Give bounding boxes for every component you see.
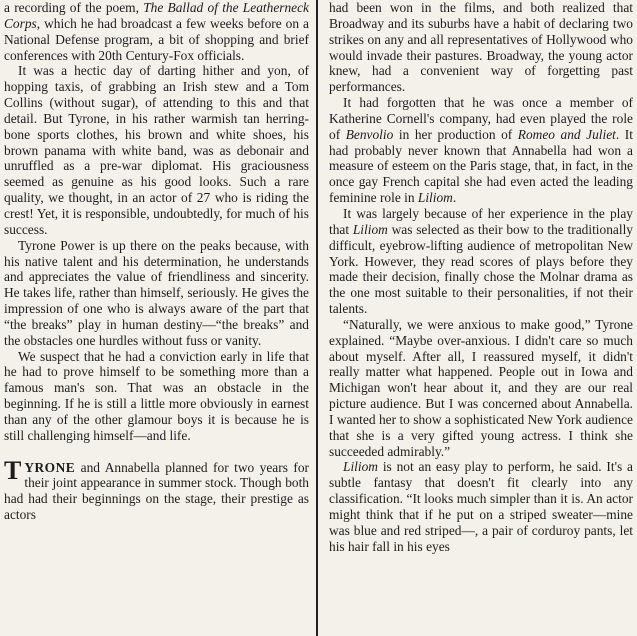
- text-run: It had forgotten that he was once a member of Katherine Cornell's company, had even played the role of: [329, 95, 633, 142]
- play-title: Liliom: [417, 190, 453, 206]
- paragraph: [329, 95, 633, 206]
- paragraph: It was a hectic day of darting hither and yon, of hopping taxis, of grabbing an Irish stew and a Tom Collins (without sugar), of attending to this and that detail. But Tyrone, in his rather warmish tan herring-bone sports clothes, his brown and white shoes, his brown panama with white band, was as debonair and unruffled as a pre-war diplomat. His graciousness seemed as genuine as his good looks. Such a rare quality, we thought, in an actor of 27 who is riding the crest! Yet, it is responsible, undoubtedly, for much of his success.: [4, 63, 309, 237]
- text-run: in her production of: [393, 126, 518, 142]
- text-run: , which he had broadcast a few weeks before on a National Defense program, a bit of shopping and brief conferences with 20th Century-Fox officials.: [4, 15, 309, 63]
- poem-title: The Ballad of the Leatherneck Corps: [4, 0, 309, 31]
- text-run: is not an easy play to perform, he said. It's a subtle fantasy that doesn't fit clearly into any classification. “It looks much simpler than it is. An actor might think that if he put on a striped sweater—mine was blue and red striped—, a pair of corduroy pants, let his hair fall in his eyes: [329, 459, 633, 554]
- paragraph: “Naturally, we were anxious to make good,” Tyrone explained. “Maybe over-anxious. I didn't care so much about myself. After all, I reassured myself, it didn't really matter what happened. People out in Iowa and Michigan won't hear about it, and they are our real picture audience. But I was concerned about Annabella. I wanted her to show a sophisticated New York audience that she is a very gifted young actress. I think she succeeded admirably.”: [329, 316, 633, 459]
- text-run: . It had probably never known that Annabella had won a measure of esteem on the Paris stage, that, in fact, in the once gay French capital she had even acted the leading feminine role in: [329, 126, 633, 206]
- column-divider: [316, 0, 318, 636]
- paragraph: We suspect that he had a conviction early in life that he had to prove himself to be something more than a famous man's son. That was an obstacle in the beginning. If he is still a little more obviously in earnest than any of the other glamour boys it is because he is still challenging himself—and life.: [4, 348, 309, 443]
- play-title: Liliom: [352, 221, 388, 237]
- drop-cap: T: [4, 455, 22, 485]
- role-title: Benvolio: [345, 126, 394, 142]
- text-run: It was largely because of her experience in the play that: [329, 205, 633, 237]
- text-run: and Annabella planned for two years for their joint appearance in summer stock. Though both had had their beginnings on the stage, their prestige as actors: [4, 459, 309, 523]
- left-column: [4, 0, 309, 636]
- paragraph: [329, 206, 633, 317]
- play-title: Romeo and Juliet: [517, 126, 616, 142]
- right-column: [329, 0, 633, 636]
- paragraph: [4, 0, 309, 63]
- text-run: .: [452, 190, 457, 206]
- text-run: a recording of the poem,: [4, 0, 144, 15]
- paragraph: Tyrone Power is up there on the peaks because, with his native talent and his determination, he understands and appreciates the value of friendliness and sincerity. He takes life, rather than himself, seriously. He gives the impression of one who is always aware of the part that “the breaks” play in human destiny—“the breaks” and the obstacles one hurdles without fuss or vanity.: [4, 237, 309, 348]
- paragraph: [329, 459, 633, 554]
- paragraph: had been won in the films, and both realized that Broadway and its suburbs have a habit of declaring two strikes on any and all representatives of Hollywood who would invade their pastures. Broadway, the young actor knew, had a convenient way of forgetting past performances.: [329, 0, 633, 95]
- paragraph: [4, 455, 309, 523]
- small-caps-lead: YRONE: [24, 459, 76, 475]
- text-run: was selected as their bow to the traditionally difficult, eyebrow-lifting audience of metropolitan New York. However, they read scores of plays before they made their decision, finally chose the Molnar drama as the one most suitable to their personalities, if not their talents.: [329, 221, 633, 317]
- section-break: [4, 444, 309, 460]
- play-title: Liliom: [343, 459, 378, 475]
